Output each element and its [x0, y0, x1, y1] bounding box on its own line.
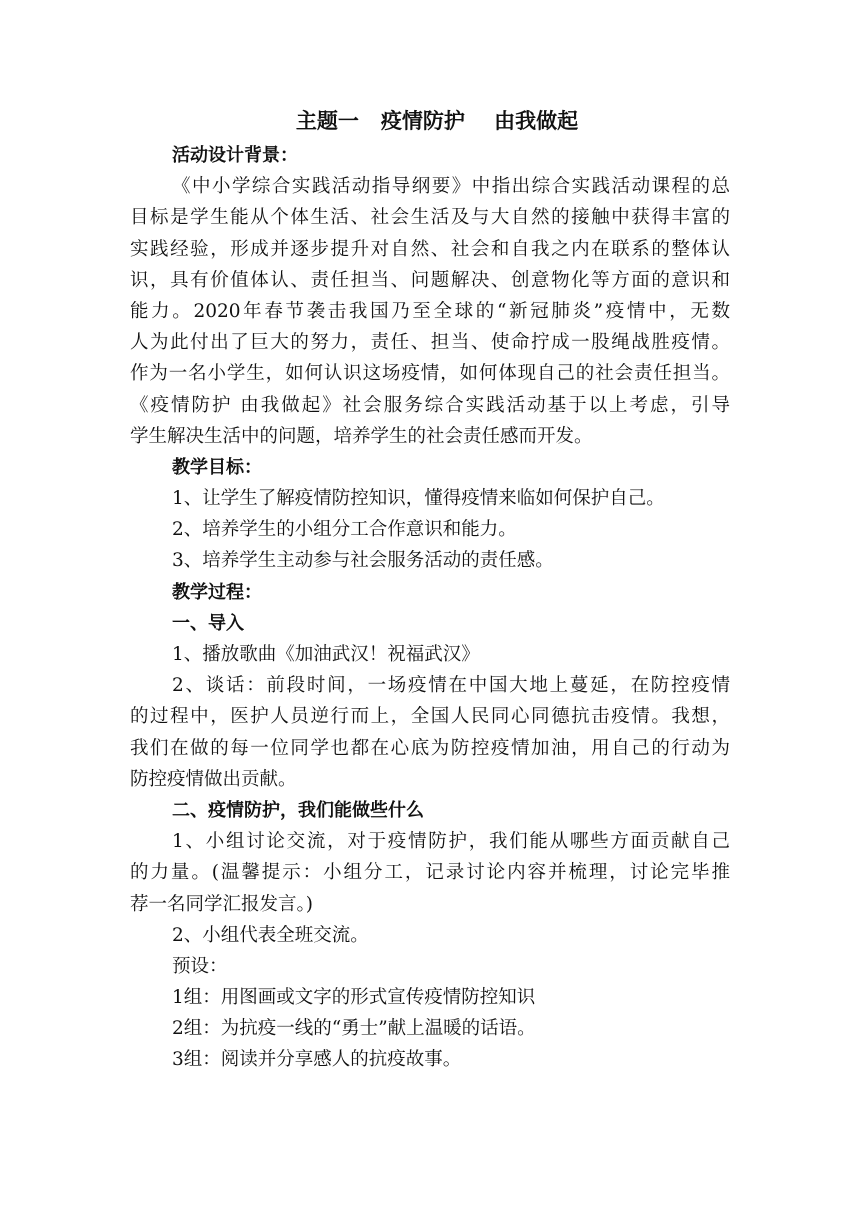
paragraph-line: 的力量。(温馨提示：小组分工，记录讨论内容并梳理，讨论完毕推	[130, 862, 730, 884]
preset-item: 1组：用图画或文字的形式宣传疫情防控知识	[172, 987, 536, 1009]
paragraph-line: 1、小组讨论交流，对于疫情防护，我们能从哪些方面贡献自己	[172, 831, 730, 853]
section1-heading: 一、导入	[172, 612, 244, 634]
paragraph-line: 人为此付出了巨大的努力，责任、担当、使命拧成一股绳战胜疫情。	[130, 332, 730, 354]
goal-item: 2、培养学生的小组分工合作意识和能力。	[172, 519, 517, 541]
paragraph-line: 识，具有价值体认、责任担当、问题解决、创意物化等方面的意识和	[130, 269, 730, 291]
background-heading: 活动设计背景：	[172, 145, 298, 166]
paragraph-line: 《疫情防护 由我做起》社会服务综合实践活动基于以上考虑，引导	[130, 394, 730, 416]
process-heading: 教学过程：	[172, 581, 262, 603]
paragraph-line: 实践经验，形成并逐步提升对自然、社会和自我之内在联系的整体认	[130, 238, 730, 260]
preset-item: 2组：为抗疫一线的“勇士”献上温暖的话语。	[172, 1018, 536, 1040]
paragraph-line: 目标是学生能从个体生活、社会生活及与大自然的接触中获得丰富的	[130, 207, 730, 229]
section2-discussion-paragraph	[130, 826, 730, 920]
background-paragraph	[130, 171, 730, 452]
paragraph-line: 作为一名小学生，如何认识这场疫情，如何体现自己的社会责任担当。	[130, 363, 730, 385]
paragraph-line: 能力。2020年春节袭击我国乃至全球的“新冠肺炎”疫情中，无数	[130, 300, 730, 322]
paragraph-line: 我们在做的每一位同学也都在心底为防控疫情加油，用自己的行动为	[130, 737, 730, 759]
goals-heading: 教学目标：	[172, 456, 262, 478]
paragraph-line: 2、谈话：前段时间，一场疫情在中国大地上蔓延，在防控疫情	[172, 675, 730, 697]
paragraph-line: 的过程中，医护人员逆行而上，全国人民同心同德抗击疫情。我想，	[130, 706, 730, 728]
preset-label: 预设：	[172, 955, 228, 977]
document-title: 主题一 疫情防护 由我做起	[295, 109, 579, 133]
paragraph-line: 《中小学综合实践活动指导纲要》中指出综合实践活动课程的总	[172, 176, 730, 198]
section1-talk-paragraph	[130, 670, 730, 795]
goal-item: 1、让学生了解疫情防控知识，懂得疫情来临如何保护自己。	[172, 488, 665, 510]
section2-item: 2、小组代表全班交流。	[172, 924, 369, 946]
paragraph-line: 荐一名同学汇报发言。)	[130, 893, 313, 915]
preset-item: 3组：阅读并分享感人的抗疫故事。	[172, 1049, 462, 1071]
document-page	[130, 102, 730, 1076]
paragraph-line: 防控疫情做出贡献。	[130, 768, 297, 790]
paragraph-line: 学生解决生活中的问题，培养学生的社会责任感而开发。	[130, 425, 593, 447]
section2-heading: 二、疫情防护，我们能做些什么	[172, 799, 424, 821]
section1-item: 1、播放歌曲《加油武汉！祝福武汉》	[172, 644, 480, 665]
goal-item: 3、培养学生主动参与社会服务活动的责任感。	[172, 550, 554, 572]
